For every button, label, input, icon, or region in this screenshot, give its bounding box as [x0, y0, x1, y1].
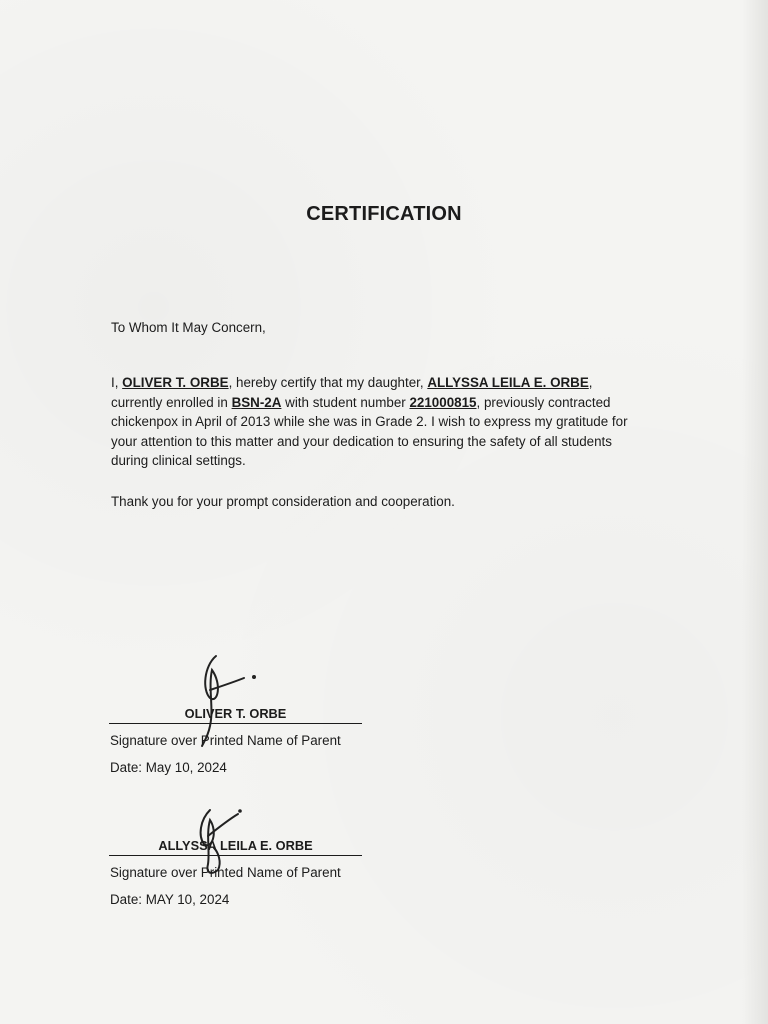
section: BSN-2A	[231, 394, 282, 410]
signature-date: Date: May 10, 2024	[110, 760, 227, 775]
closing-line: Thank you for your prompt consideration and cooperation.	[111, 494, 455, 509]
parent-name: OLIVER T. ORBE	[122, 375, 229, 390]
body-text: ,	[588, 375, 593, 390]
signature-date: Date: MAY 10, 2024	[110, 892, 230, 907]
signature-caption: Signature over Printed Name of Parent	[110, 865, 341, 880]
page-edge-shadow	[742, 0, 768, 1024]
body-text: your attention to this matter and your dedication to ensuring the safety of all students	[111, 433, 612, 449]
body-text: with student number	[281, 394, 410, 410]
body-text: I,	[111, 375, 123, 390]
student-printed-name: ALLYSSA LEILA E. ORBE	[109, 838, 362, 856]
salutation: To Whom It May Concern,	[111, 320, 266, 335]
document-title: CERTIFICATION	[306, 203, 462, 225]
body-text: , hereby certify that my daughter,	[228, 375, 428, 390]
body-text: currently enrolled in	[111, 394, 232, 410]
signature-caption: Signature over Printed Name of Parent	[110, 733, 341, 748]
certification-body	[111, 373, 671, 471]
body-text: during clinical settings.	[111, 453, 246, 468]
body-text: chickenpox in April of 2013 while she was in Grade 2. I wish to express my gratitude for	[111, 414, 628, 429]
student-name: ALLYSSA LEILA E. ORBE	[427, 375, 589, 390]
student-number: 221000815	[409, 394, 477, 410]
parent-printed-name: OLIVER T. ORBE	[109, 706, 362, 724]
body-text: , previously contracted	[476, 394, 611, 410]
